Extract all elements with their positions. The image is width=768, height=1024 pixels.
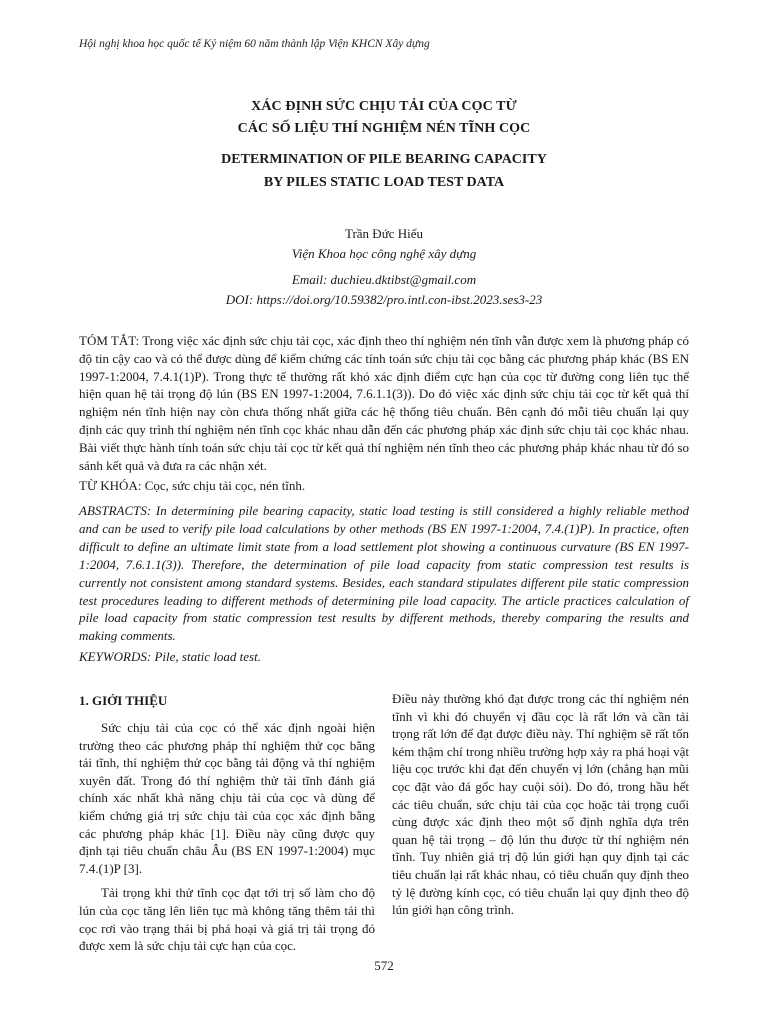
body-paragraph: Điều này thường khó đạt được trong các thí nghiệm nén tĩnh vì khi đó chuyển vị đầu cọc là rất lớn và cần tải trọng rất lớn để đạt được điều này. Thí nghiệm sẽ rất tốn kém thậm chí trong nhiều trường hợp xảy ra phá hoại vật liệu cọc trước khi đạt đến chuyển vị lớn (chẳng hạn mũi cọc đặt vào đá gốc hay cuội sỏi). Do đó, trong hầu hết các tiêu chuẩn, sức chịu tải của cọc hoặc tải trọng cuối cùng được xác định theo một số định nghĩa dựa trên quan hệ tải trọng – độ lún thu được từ thí nghiệm nén tĩnh. Tuy nhiên giá trị độ lún giới hạn quy định tại các tiêu chuẩn lại rất khác nhau, có tiêu chuẩn quy định theo tỷ lệ đường kính cọc, có tiêu chuẩn lại quy định theo độ lún giới hạn công trình. — [392, 691, 689, 918]
body-column-left — [79, 692, 375, 955]
author-block — [79, 224, 689, 310]
abstract-vietnamese: TÓM TẮT: Trong việc xác định sức chịu tải cọc, xác định theo thí nghiệm nén tĩnh vẫn được xem là phương pháp có độ tin cậy cao và có thể được dùng để kiểm chứng các tính toán sức chịu tải cọc bằng các phương pháp khác (BS EN 1997-1:2004, 7.4.1(1)P). Trong thực tế thường rất khó xác định điểm cực hạn của cọc từ đường cong liên tục thể hiện quan hệ tải trọng độ lún (BS EN 1997-1:2004, 7.6.1.1(3)). Do đó việc xác định sức chịu tải cọc từ kết quả thí nghiệm nén tĩnh hiện nay còn chưa thống nhất giữa các hệ thống tiêu chuẩn. Bên cạnh đó mỗi tiêu chuẩn lại quy định các quy trình thí nghiệm nén tĩnh cọc khác nhau dẫn đến các phương pháp xác định sức chịu tải cọc khác nhau. Bài viết thực hành tính toán sức chịu tải cọc từ kết quả thí nghiệm nén tĩnh theo các phương pháp khác nhau từ đó so sánh kết quả và đưa ra các nhận xét. — [79, 333, 689, 473]
keywords-english: KEYWORDS: Pile, static load test. — [79, 649, 261, 664]
title-english-line-1: DETERMINATION OF PILE BEARING CAPACITY — [221, 152, 547, 167]
title-block — [79, 96, 689, 194]
title-english — [79, 148, 689, 194]
section-heading-introduction: 1. GIỚI THIỆU — [79, 693, 168, 708]
title-english-line-2: BY PILES STATIC LOAD TEST DATA — [263, 175, 505, 190]
body-paragraph: Tải trọng khi thử tĩnh cọc đạt tới trị số làm cho độ lún của cọc tăng lên liên tục mà không tăng thêm tải thì cọc rơi vào trạng thái bị phá hoại và giá trị tải trọng đó được xem là sức chịu tải cực hạn của cọc. — [79, 885, 375, 954]
title-vietnamese-line-1: XÁC ĐỊNH SỨC CHỊU TẢI CỦA CỌC TỪ — [251, 99, 517, 114]
running-header: Hội nghị khoa học quốc tế Kỷ niệm 60 năm thành lập Viện KHCN Xây dựng — [79, 38, 430, 50]
page-number: 572 — [374, 958, 394, 973]
title-vietnamese-line-2: CÁC SỐ LIỆU THÍ NGHIỆM NÉN TĨNH CỌC — [237, 121, 531, 136]
body-paragraph: Sức chịu tải của cọc có thể xác định ngoài hiện trường theo các phương pháp thí nghiệm thử cọc bằng tải tĩnh, thí nghiệm thử cọc bằng tải động và thí nghiệm xuyên đất. Trong đó thí nghiệm thử tải tĩnh đánh giá chính xác nhất khả năng chịu tải của cọc và dùng để kiểm chứng giá trị sức chịu tải của cọc xác định bằng các phương pháp khác [1]. Điều này cũng được quy định tại tiêu chuẩn châu Âu (BS EN 1997-1:2004) mục 7.4.(1)P [3]. — [79, 720, 375, 876]
author-email: Email: duchieu.dktibst@gmail.com — [291, 272, 477, 287]
author-name: Trần Đức Hiếu — [344, 226, 424, 241]
doi-link[interactable]: DOI: https://doi.org/10.59382/pro.intl.con-ibst.2023.ses3-23 — [225, 292, 543, 307]
author-affiliation: Viện Khoa học công nghệ xây dựng — [291, 246, 477, 261]
keywords-vietnamese: TỪ KHÓA: Cọc, sức chịu tải cọc, nén tĩnh. — [79, 478, 306, 493]
abstract-english: ABSTRACTS: In determining pile bearing capacity, static load testing is still considered a highly reliable method and can be used to verify pile load calculations by other methods (BS EN 1997-1:2004, 7.4.(1)P). In practice, often difficult to define an ultimate limit state from a load settlement plot showing a continuous curvature (BS EN 1997-1:2004, 7.6.1.1(3)). Therefore, the determination of pile load capacity from static compression test results is currently not consistent among standard systems. Besides, each standard stipulates different pile static compression test procedures leading to different methods of determining pile load capacity. The article practices calculation of pile load capacity from static compression test results by different methods, thereby comparing the results and making comments. — [79, 503, 689, 644]
body-column-right — [392, 690, 689, 919]
